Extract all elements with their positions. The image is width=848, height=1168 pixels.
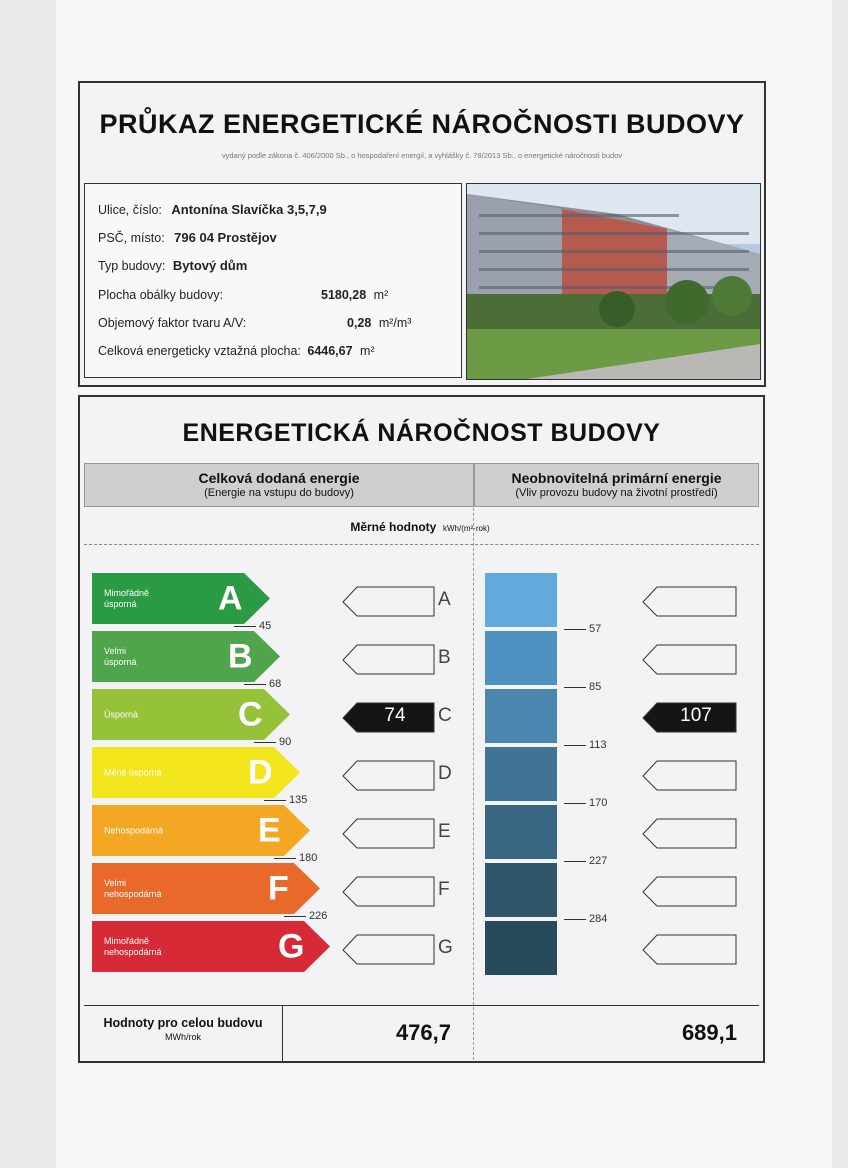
units-label: Měrné hodnoty <box>350 520 437 534</box>
units-divider <box>84 544 759 545</box>
shape-unit: m²/m³ <box>378 316 412 330</box>
energy-class-label <box>104 709 138 720</box>
left-rating-letter: B <box>438 647 451 668</box>
energy-class-label-line2: úsporná <box>104 656 137 667</box>
street-value: Antonína Slavíčka 3,5,7,9 <box>171 202 327 217</box>
energy-class-label-line2: nehospodárná <box>104 946 162 957</box>
energy-class-letter: G <box>278 927 305 965</box>
right-threshold-tick <box>564 797 607 809</box>
energy-class-label <box>104 767 162 778</box>
energy-class-label-line1: Mimořádně <box>104 587 150 598</box>
building-photo-illustration <box>467 184 760 379</box>
zip-row <box>98 230 277 245</box>
left-rating-letter: A <box>438 589 451 610</box>
left-rating-letter: C <box>438 705 452 726</box>
left-rating-letter: F <box>438 879 450 900</box>
envelope-unit: m² <box>373 288 389 302</box>
energy-class-label <box>104 936 162 958</box>
right-threshold-value: 57 <box>589 623 602 635</box>
left-threshold-value: 90 <box>279 736 292 748</box>
right-threshold-tick <box>564 855 607 867</box>
right-rating-arrow-f <box>642 876 738 908</box>
energy-class-letter: F <box>268 869 289 907</box>
energy-class-label-line1: Mimořádně <box>104 935 150 946</box>
left-threshold-tick <box>274 852 317 864</box>
energy-class-label-line1: Nehospodárná <box>104 825 164 835</box>
units-row <box>80 520 760 534</box>
units-value: kWh/(m²·rok) <box>443 524 490 533</box>
primary-energy-bar-segment <box>485 921 557 975</box>
primary-energy-bar-segment <box>485 689 557 743</box>
footer-left-total-cell <box>283 1005 473 1061</box>
left-rating-letter: G <box>438 937 453 958</box>
shape-label: Objemový faktor tvaru A/V: <box>98 316 247 330</box>
right-threshold-tick <box>564 739 607 751</box>
left-header-sub: (Energie na vstupu do budovy) <box>204 487 354 499</box>
left-rating-letter: E <box>438 821 451 842</box>
type-row <box>98 258 247 273</box>
energy-class-letter: E <box>258 811 281 849</box>
left-header-title: Celková dodaná energie <box>198 470 360 486</box>
energy-class-label <box>104 825 163 836</box>
left-rating-arrow-d <box>342 760 436 792</box>
left-column-header <box>84 463 474 507</box>
left-threshold-value: 180 <box>299 852 318 864</box>
left-total-value: 476,7 <box>395 1020 451 1045</box>
right-threshold-value: 284 <box>589 913 608 925</box>
right-header-title: Neobnovitelná primární energie <box>511 470 722 486</box>
primary-energy-bar-segment <box>485 747 557 801</box>
right-threshold-value: 227 <box>589 855 608 867</box>
energy-class-g <box>92 921 330 972</box>
left-rating-arrow-f <box>342 876 436 908</box>
zip-value: 796 04 Prostějov <box>174 230 277 245</box>
right-threshold-tick <box>564 913 607 925</box>
primary-energy-bar-segment <box>485 631 557 685</box>
certificate-header-frame <box>78 81 766 387</box>
left-threshold-value: 68 <box>269 678 282 690</box>
energy-class-a <box>92 573 270 624</box>
left-threshold-tick <box>284 910 327 922</box>
right-rating-arrow-a <box>642 586 738 618</box>
energy-class-label-line1: Méně úsporná <box>104 767 162 777</box>
energy-class-letter: C <box>238 695 263 733</box>
right-threshold-tick <box>564 623 601 635</box>
footer-label-cell <box>84 1005 283 1061</box>
building-photo <box>466 183 761 380</box>
left-threshold-value: 135 <box>289 794 308 806</box>
energy-class-d <box>92 747 300 798</box>
envelope-value: 5180,28 <box>321 288 367 302</box>
envelope-label: Plocha obálky budovy: <box>98 288 224 302</box>
energy-class-label <box>104 878 162 900</box>
left-threshold-value: 45 <box>259 620 272 632</box>
right-rating-arrow-d <box>642 760 738 792</box>
energy-performance-frame <box>78 395 765 1063</box>
right-rating-arrow-g <box>642 934 738 966</box>
type-label: Typ budovy: <box>98 259 166 273</box>
area-unit: m² <box>360 344 375 358</box>
right-threshold-tick <box>564 681 601 693</box>
area-value: 6446,67 <box>307 344 353 358</box>
energy-class-label-line2: úsporná <box>104 598 137 609</box>
energy-class-e <box>92 805 310 856</box>
left-threshold-tick <box>254 736 291 748</box>
left-rating-value: 74 <box>384 705 406 726</box>
certificate-title: PRŮKAZ ENERGETICKÉ NÁROČNOSTI BUDOVY <box>99 109 745 139</box>
energy-class-label-line1: Velmi <box>104 645 127 656</box>
area-row <box>98 344 375 358</box>
type-value: Bytový dům <box>172 258 248 273</box>
energy-class-c <box>92 689 290 740</box>
energy-class-letter: A <box>218 579 243 617</box>
primary-energy-bar-segment <box>485 863 557 917</box>
footer-unit: MWh/rok <box>165 1032 201 1042</box>
right-rating-value: 107 <box>680 705 712 726</box>
energy-class-label-line2: nehospodárná <box>104 888 162 899</box>
left-threshold-tick <box>264 794 307 806</box>
primary-energy-bar-segment <box>485 573 557 627</box>
left-threshold-value: 226 <box>309 910 328 922</box>
area-label: Celková energeticky vztažná plocha: <box>98 344 301 358</box>
energy-class-label-line1: Velmi <box>104 877 127 888</box>
right-rating-arrow-b <box>642 644 738 676</box>
right-header-sub: (Vliv provozu budovy na životní prostředí) <box>515 487 718 499</box>
left-rating-arrow-e <box>342 818 436 850</box>
energy-class-letter: B <box>228 637 253 675</box>
right-threshold-value: 85 <box>589 681 602 693</box>
energy-class-b <box>92 631 280 682</box>
column-divider <box>473 463 474 1060</box>
zip-label: PSČ, místo: <box>98 231 165 245</box>
right-total-value: 689,1 <box>681 1020 737 1045</box>
energy-class-label <box>104 588 149 610</box>
left-threshold-tick <box>244 678 281 690</box>
footer-right-total-cell <box>473 1005 759 1061</box>
building-info <box>84 183 462 378</box>
primary-energy-bar-segment <box>485 805 557 859</box>
street-label: Ulice, číslo: <box>98 203 162 217</box>
section-title: ENERGETICKÁ NÁROČNOST BUDOVY <box>182 419 661 447</box>
certificate-subtitle: vydaný podle zákona č. 406/2000 Sb., o hospodaření energií, a vyhlášky č. 78/2013 Sb., o energetické náročnosti budov <box>221 151 623 160</box>
envelope-value-wrap <box>321 288 388 302</box>
energy-class-letter: D <box>248 753 273 791</box>
right-threshold-value: 170 <box>589 797 608 809</box>
left-rating-arrow-a <box>342 586 436 618</box>
street-row <box>98 202 327 217</box>
right-rating-arrow-e <box>642 818 738 850</box>
left-rating-letter: D <box>438 763 452 784</box>
energy-class-f <box>92 863 320 914</box>
left-rating-arrow-g <box>342 934 436 966</box>
footer-label: Hodnoty pro celou budovu <box>103 1016 263 1030</box>
energy-class-label-line1: Úsporná <box>104 709 139 719</box>
left-rating-arrow-b <box>342 644 436 676</box>
shape-value-wrap <box>347 316 411 330</box>
shape-value: 0,28 <box>347 316 372 330</box>
left-threshold-tick <box>234 620 271 632</box>
right-column-header <box>474 463 759 507</box>
energy-class-label <box>104 646 137 668</box>
right-threshold-value: 113 <box>589 739 607 751</box>
